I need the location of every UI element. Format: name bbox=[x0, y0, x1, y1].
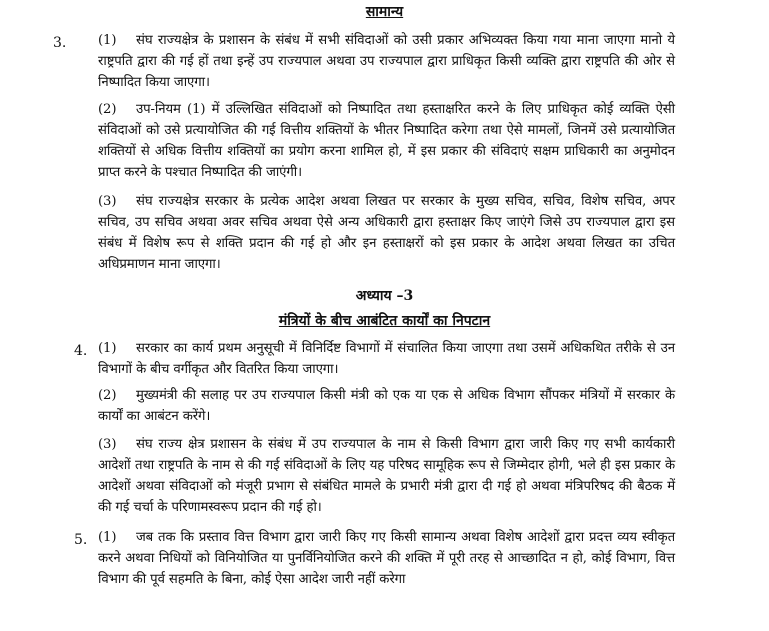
header-title: सामान्य bbox=[365, 4, 404, 20]
section-4-number: 4. bbox=[74, 343, 88, 359]
chapter-title: मंत्रियों के बीच आबंटित कार्यों का निपटान bbox=[278, 313, 491, 329]
clause-number: (3) bbox=[98, 437, 117, 452]
clause-number: (1) bbox=[98, 33, 117, 48]
clause-text: संघ राज्य क्षेत्र प्रशासन के संबंध में उप राज्यपाल के नाम से किसी विभाग द्वारा जारी किए गए सभी कार्यकारी आदेशों तथा राष्ट्रपति के नाम से की गई संविदाओं के लिए यह परिषद सामूहिक रूप से जिम्मेदार होगी, भले ही इस प्रकार के आदेशों अथवा संविदाओं को मंजूरी प्रभाग से संबंधित मामले के प्रभारी मंत्री द्वारा दी गई हो अथवा मंत्रिपरिषद की बैठक में की गई चर्चा के परिणामस्वरूप प्रदान की गई हो। bbox=[98, 437, 675, 515]
clause-text: जब तक कि प्रस्ताव वित्त विभाग द्वारा जारी किए गए किसी सामान्य अथवा विशेष आदेशों द्वारा प्रदत्त व्यय स्वीकृत करने अथवा निधियों को विनियोजित या पुनर्विनियोजित करने की शक्ति में पूरी तरह से आच्छादित न हो, कोई विभाग, वित्त विभाग की पूर्व सहमति के बिना, कोई ऐसा आदेश जारी नहीं करेगा bbox=[98, 530, 675, 587]
clause-text: संघ राज्यक्षेत्र के प्रशासन के संबंध में सभी संविदाओं को उसी प्रकार अभिव्यक्त किया गया माना जाएगा मानो ये राष्ट्रपति द्वारा की गई हों तथा इन्हें उप राज्यपाल अथवा उप राज्यपाल द्वारा प्राधिकृत किसी व्यक्ति द्वारा राष्ट्रपति की ओर से निष्पादित किया जाएगा। bbox=[98, 33, 675, 90]
section-5-number: 5. bbox=[74, 532, 88, 548]
chapter-label: अध्याय –3 bbox=[355, 288, 414, 304]
clause-number: (2) bbox=[98, 388, 117, 403]
clause-number: (1) bbox=[98, 530, 117, 545]
clause-text: संघ राज्यक्षेत्र सरकार के प्रत्येक आदेश अथवा लिखत पर सरकार के मुख्य सचिव, सचिव, विशेष सचिव, अपर सचिव, उप सचिव अथवा अवर सचिव अथवा ऐसे अन्य अधिकारी द्वारा हस्ताक्षर किए जाएंगे जिसे उप राज्यपाल द्वारा इस संबंध में विशेष रूप से शक्ति प्रदान की गई हो और इन हस्ताक्षरों को इस प्रकार के आदेश अथवा लिखत का उचित अधिप्रमाणन माना जाएगा। bbox=[98, 194, 675, 272]
clause-number: (2) bbox=[98, 102, 117, 117]
section-4-clause-3 bbox=[98, 434, 675, 518]
clause-text: सरकार का कार्य प्रथम अनुसूची में विनिर्दिष्ट विभागों में संचालित किया जाएगा तथा उसमें अधिकथित तरीके से उन विभागों के बीच वर्गीकृत और वितरित किया जाएगा। bbox=[98, 341, 675, 377]
clause-number: (1) bbox=[98, 341, 117, 356]
section-3-clause-2 bbox=[98, 99, 675, 183]
section-3-clause-3 bbox=[98, 191, 675, 275]
clause-text: उप-नियम (1) में उल्लिखित संविदाओं को निष्पादित तथा हस्ताक्षरित करने के लिए प्राधिकृत कोई व्यक्ति ऐसी संविदाओं को उसे प्रत्यायोजित की गई वित्तीय शक्तियों के भीतर निष्पादित करेगा तथा ऐसे मामलों, जिनमें उसे प्रत्यायोजित शक्तियों से अधिक वित्तीय शक्तियों का प्रयोग करना शामिल हो, में इस प्रकार की संविदाएं सक्षम प्राधिकारी का अनुमोदन प्राप्त करने के पश्चात निष्पादित की जाएंगी। bbox=[98, 102, 675, 180]
clause-number: (3) bbox=[98, 194, 117, 209]
section-4-clause-1 bbox=[98, 338, 675, 380]
section-4-clause-2 bbox=[98, 385, 675, 427]
section-3-number: 3. bbox=[53, 35, 67, 51]
section-3-clause-1 bbox=[98, 30, 675, 93]
clause-text: मुख्यमंत्री की सलाह पर उप राज्यपाल किसी मंत्री को एक या एक से अधिक विभाग सौंपकर मंत्रियों में सरकार के कार्यों का आबंटन करेंगे। bbox=[98, 388, 675, 424]
section-5-clause-1 bbox=[98, 527, 675, 590]
